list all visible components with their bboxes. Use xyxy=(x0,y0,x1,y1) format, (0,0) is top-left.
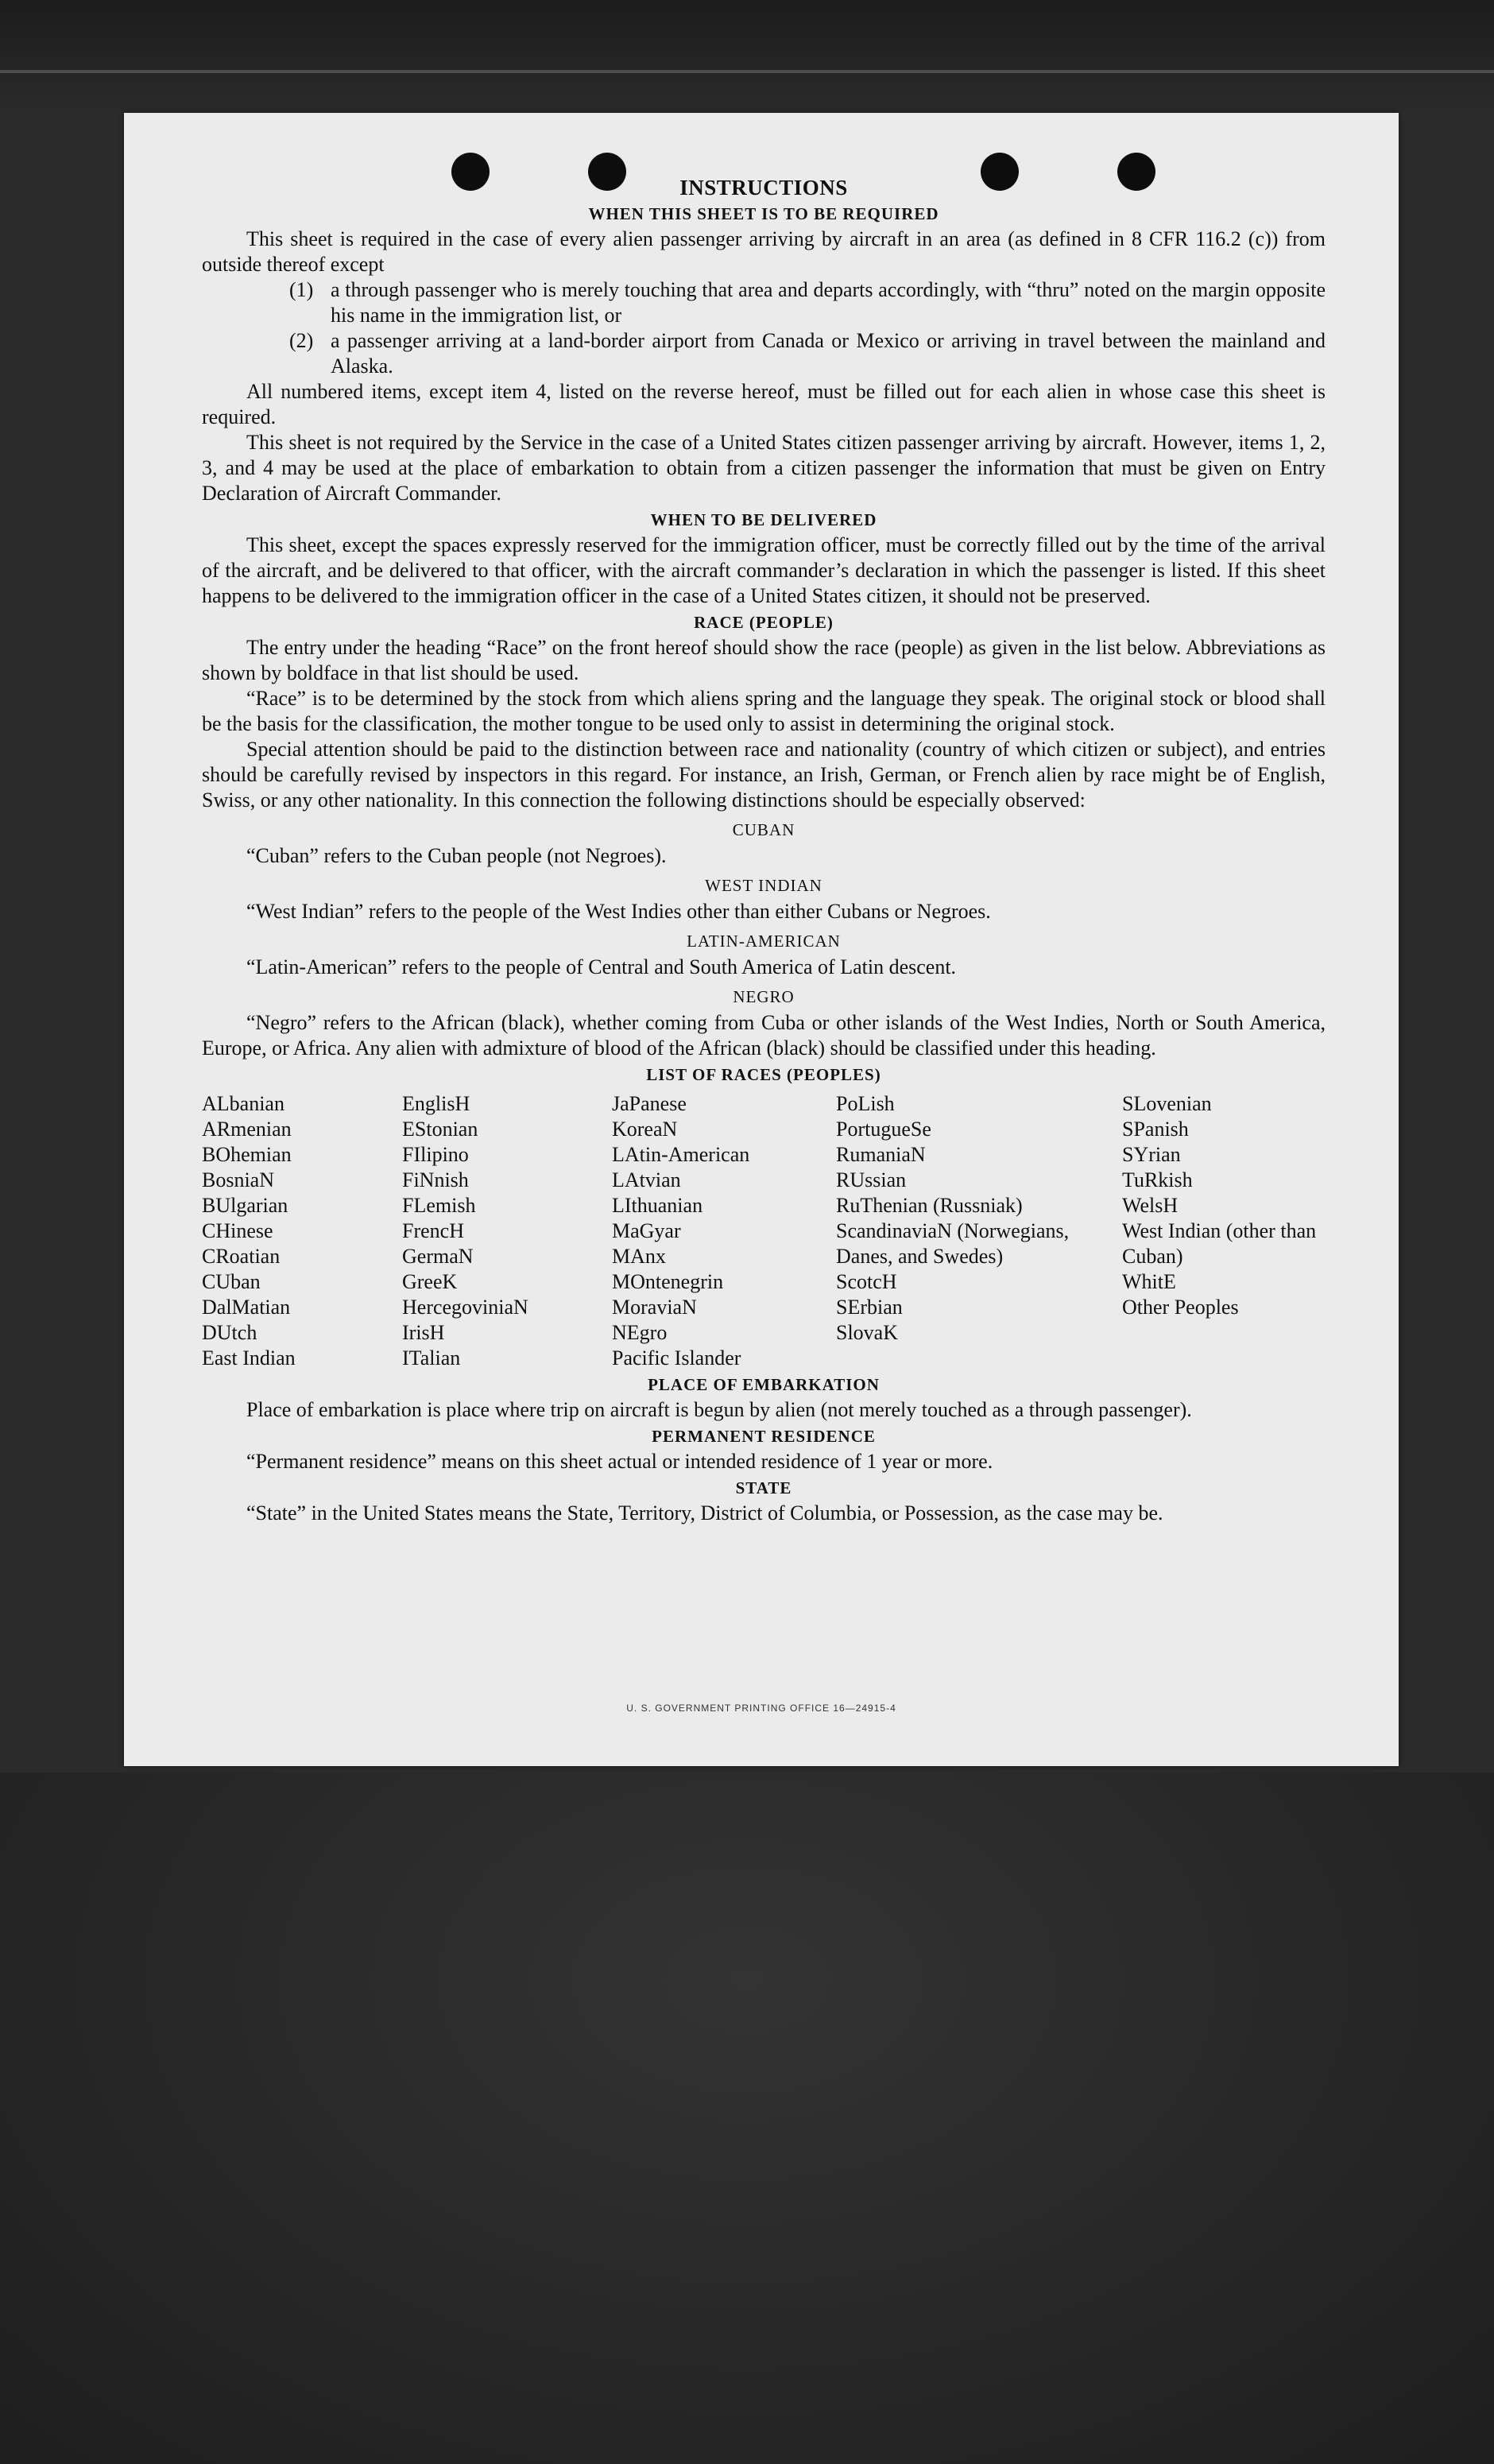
race-entry: GermaN xyxy=(402,1245,474,1268)
section-heading-cuban: CUBAN xyxy=(732,820,795,839)
race-entry: SLovenian xyxy=(1122,1092,1212,1115)
race-entry: FIlipino xyxy=(402,1143,469,1166)
instructions-body xyxy=(202,175,1326,1526)
race-entry: RumaniaN xyxy=(836,1143,926,1166)
paragraph-cuban: “Cuban” refers to the Cuban people (not Negroes). xyxy=(246,844,667,867)
section-heading-races-list: LIST OF RACES (PEOPLES) xyxy=(646,1065,881,1084)
race-entry: LAtvian xyxy=(612,1168,681,1191)
paragraph-required-intro: This sheet is required in the case of every alien passenger arriving by aircraft in an area (as defined in 8 CFR 116.2 (c)) from outside thereof except xyxy=(202,227,1326,276)
list-text: a passenger arriving at a land-border airport from Canada or Mexico or arriving in travel between the mainland and Alaska. xyxy=(331,329,1326,378)
race-entry: SYrian xyxy=(1122,1143,1181,1166)
races-column-4 xyxy=(836,1091,1122,1371)
race-entry: ScotcH xyxy=(836,1270,897,1293)
race-entry: TuRkish xyxy=(1122,1168,1193,1191)
race-entry: CUban xyxy=(202,1270,261,1293)
race-entry: ALbanian xyxy=(202,1092,284,1115)
races-column-5 xyxy=(1122,1091,1326,1371)
scan-border-top xyxy=(0,0,1494,111)
race-entry: HercegoviniaN xyxy=(402,1296,528,1319)
race-entry: PoLish xyxy=(836,1092,895,1115)
races-column-1 xyxy=(202,1091,402,1371)
race-entry: RuThenian (Russniak) xyxy=(836,1194,1023,1217)
page-title: INSTRUCTIONS xyxy=(679,176,848,200)
race-entry: MOntenegrin xyxy=(612,1270,724,1293)
race-entry: SlovaK xyxy=(836,1321,898,1344)
race-entry: GreeK xyxy=(402,1270,458,1293)
section-heading-embarkation: PLACE OF EMBARKATION xyxy=(648,1375,880,1394)
race-entry: FrencH xyxy=(402,1219,464,1242)
scan-background-bottom xyxy=(0,1772,1494,2464)
paragraph-state: “State” in the United States means the State, Territory, District of Columbia, or Possession, as the case may be. xyxy=(246,1501,1163,1525)
race-entry: SPanish xyxy=(1122,1118,1189,1141)
race-entry: BUlgarian xyxy=(202,1194,288,1217)
list-item-exception-1 xyxy=(289,277,1326,328)
race-entry: BOhemian xyxy=(202,1143,292,1166)
section-heading-state: STATE xyxy=(735,1478,792,1497)
race-entry: EnglisH xyxy=(402,1092,470,1115)
race-entry: FLemish xyxy=(402,1194,476,1217)
race-entry: SErbian xyxy=(836,1296,903,1319)
paragraph-latin-american: “Latin-American” refers to the people of Central and South America of Latin descent. xyxy=(246,955,957,978)
race-entry: East Indian xyxy=(202,1346,296,1370)
race-entry: WelsH xyxy=(1122,1194,1179,1217)
race-entry: MaGyar xyxy=(612,1219,681,1242)
race-entry: MAnx xyxy=(612,1245,666,1268)
race-entry: EStonian xyxy=(402,1118,478,1141)
race-entry: DUtch xyxy=(202,1321,257,1344)
paragraph-numbered-items: All numbered items, except item 4, listed on the reverse hereof, must be filled out for each alien in whose case this sheet is required. xyxy=(202,380,1326,428)
printing-office-imprint: U. S. GOVERNMENT PRINTING OFFICE 16—24915-4 xyxy=(626,1703,896,1714)
paragraph-citizen: This sheet is not required by the Service in the case of a United States citizen passenger arriving by aircraft. However, items 1, 2, 3, and 4 may be used at the place of embarkation to obtain from a citizen passenger the information that must be given on Entry Declaration of Aircraft Commander. xyxy=(202,431,1326,505)
race-entry: WhitE xyxy=(1122,1270,1176,1293)
race-entry: CHinese xyxy=(202,1219,273,1242)
section-heading-west-indian: WEST INDIAN xyxy=(705,876,822,895)
race-entry: PortugueSe xyxy=(836,1118,931,1141)
section-heading-latin-american: LATIN-AMERICAN xyxy=(687,932,841,951)
paragraph-race-1: The entry under the heading “Race” on the front hereof should show the race (people) as given in the list below. Abbreviations as shown by boldface in that list should be used. xyxy=(202,636,1326,684)
paragraph-race-3: Special attention should be paid to the distinction between race and nationality (country of which citizen or subject), and entries should be carefully revised by inspectors in this regard. For instance, an Irish, German, or French alien by race might be of English, Swiss, or any other nationality. In this connection the following distinctions should be especially observed: xyxy=(202,738,1326,812)
scan-edge-line xyxy=(0,70,1494,73)
race-entry: BosniaN xyxy=(202,1168,274,1191)
paragraph-race-2: “Race” is to be determined by the stock from which aliens spring and the language they speak. The original stock or blood shall be the basis for the classification, the mother tongue to be used only to assist in determining the original stock. xyxy=(202,687,1326,735)
races-column-2 xyxy=(402,1091,612,1371)
race-entry: CRoatian xyxy=(202,1245,281,1268)
race-entry: ScandinaviaN (Norwegians, Danes, and Swedes) xyxy=(836,1219,1070,1268)
paragraph-west-indian: “West Indian” refers to the people of the West Indies other than either Cubans or Negroes. xyxy=(246,900,991,923)
section-heading-residence: PERMANENT RESIDENCE xyxy=(652,1427,876,1446)
paragraph-delivered: This sheet, except the spaces expressly reserved for the immigration officer, must be correctly filled out by the time of the arrival of the aircraft, and be delivered to that officer, with the aircraft commander’s declaration in which the passenger is listed. If this sheet happens to be delivered to the immigration officer in the case of a United States citizen, it should not be preserved. xyxy=(202,533,1326,607)
race-entry: FiNnish xyxy=(402,1168,469,1191)
race-entry: Pacific Islander xyxy=(612,1346,741,1370)
race-entry: JaPanese xyxy=(612,1092,687,1115)
races-column-3 xyxy=(612,1091,836,1371)
section-heading-negro: NEGRO xyxy=(733,987,795,1006)
list-number: (1) xyxy=(289,278,314,301)
race-entry: NEgro xyxy=(612,1321,668,1344)
race-entry: West Indian (other than Cuban) xyxy=(1122,1219,1317,1268)
list-number: (2) xyxy=(289,329,314,352)
paragraph-negro: “Negro” refers to the African (black), whether coming from Cuba or other islands of the West Indies, North or South America, Europe, or Africa. Any alien with admixture of blood of the African (black) should be classified under this heading. xyxy=(202,1011,1326,1060)
section-heading-required: WHEN THIS SHEET IS TO BE REQUIRED xyxy=(588,204,939,223)
races-list xyxy=(202,1091,1326,1371)
race-entry: DalMatian xyxy=(202,1296,291,1319)
race-entry: IrisH xyxy=(402,1321,445,1344)
race-entry: LIthuanian xyxy=(612,1194,703,1217)
race-entry: MoraviaN xyxy=(612,1296,697,1319)
section-heading-race: RACE (PEOPLE) xyxy=(694,613,834,632)
list-text: a through passenger who is merely touching that area and departs accordingly, with “thru” noted on the margin opposite his name in the immigration list, or xyxy=(331,278,1326,327)
document-sheet xyxy=(124,113,1399,1766)
section-heading-delivered: WHEN TO BE DELIVERED xyxy=(650,510,877,529)
race-entry: Other Peoples xyxy=(1122,1296,1239,1319)
paragraph-residence: “Permanent residence” means on this sheet actual or intended residence of 1 year or more. xyxy=(246,1450,993,1473)
paragraph-embarkation: Place of embarkation is place where trip on aircraft is begun by alien (not merely touched as a through passenger). xyxy=(246,1398,1192,1421)
race-entry: KoreaN xyxy=(612,1118,678,1141)
race-entry: LAtin-American xyxy=(612,1143,750,1166)
race-entry: RUssian xyxy=(836,1168,907,1191)
race-entry: ITalian xyxy=(402,1346,461,1370)
list-item-exception-2 xyxy=(289,328,1326,379)
race-entry: ARmenian xyxy=(202,1118,292,1141)
